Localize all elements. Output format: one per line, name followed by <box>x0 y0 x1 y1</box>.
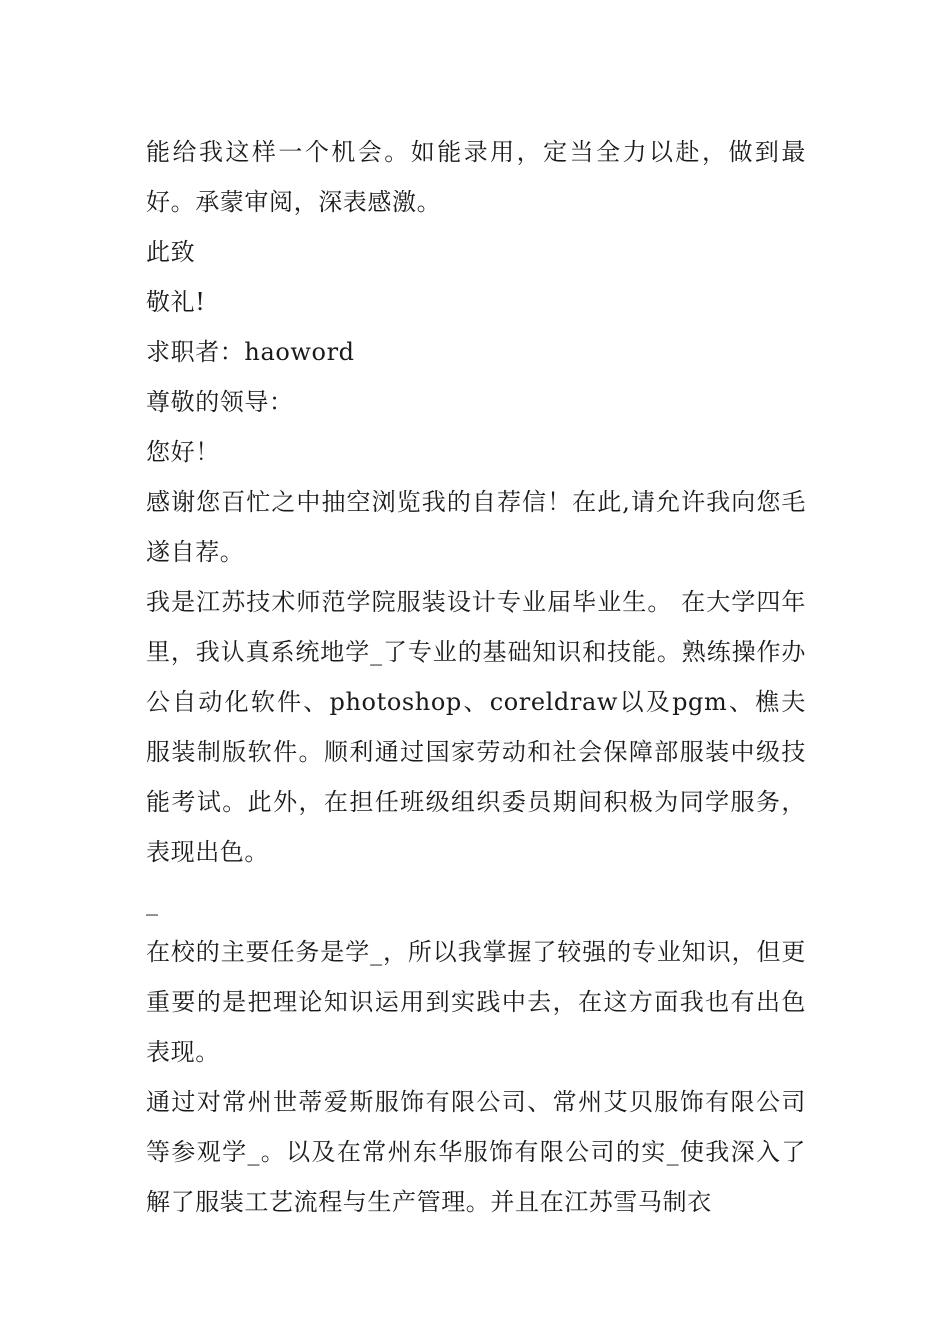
paragraph-study-practice: 在校的主要任务是学_，所以我掌握了较强的专业知识，但更重要的是把理论知识运用到实践中去，在这方面我也有出色表现。 <box>146 938 806 1066</box>
paragraph-applicant-signature: 求职者：haoword <box>146 338 355 366</box>
paragraph-separator: _ <box>146 888 159 916</box>
paragraph-internship: 通过对常州世蒂爱斯服饰有限公司、常州艾贝服饰有限公司等参观学_。以及在常州东华服饰有限公司的实_使我深入了解了服装工艺流程与生产管理。并且在江苏雪马制衣 <box>146 1088 806 1216</box>
paragraph-closing-thanks: 能给我这样一个机会。如能录用，定当全力以赴，做到最好。承蒙审阅，深表感激。 <box>146 138 806 216</box>
paragraph-introduction: 感谢您百忙之中抽空浏览我的自荐信！在此,请允许我向您毛遂自荐。 <box>146 488 806 566</box>
paragraph-education-skills: 我是江苏技术师范学院服装设计专业届毕业生。 在大学四年里，我认真系统地学_了专业的基础知识和技能。熟练操作办公自动化软件、photoshop、coreldraw以及pgm、樵夫服装制版软件。顺利通过国家劳动和社会保障部服装中级技能考试。此外，在担任班级组织委员期间积极为同学服务，表现出色。 <box>146 588 806 866</box>
paragraph-greeting-hello: 您好！ <box>146 438 220 466</box>
document-body <box>146 127 806 1227</box>
paragraph-greeting-leader: 尊敬的领导： <box>146 388 294 416</box>
paragraph-salutation-jingli: 敬礼! <box>146 288 206 316</box>
paragraph-salutation-cizhi: 此致 <box>146 238 196 266</box>
